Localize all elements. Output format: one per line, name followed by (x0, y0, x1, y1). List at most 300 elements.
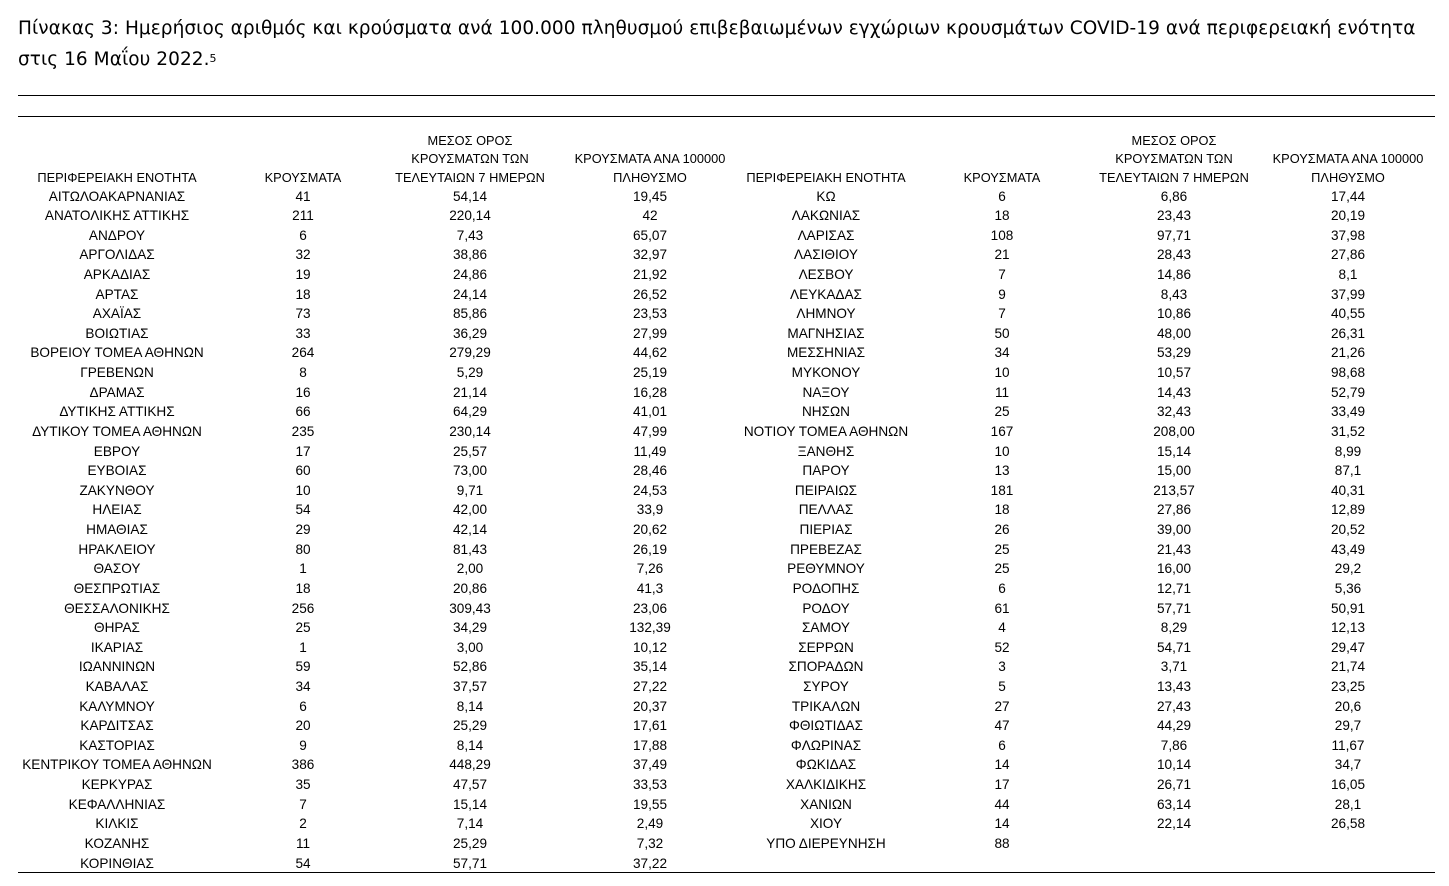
cell-avg-7day: 208,00 (1153, 423, 1195, 439)
cell-cases-per-100k: 20,62 (632, 522, 668, 538)
cell-cases-per-100k: 20,19 (1330, 208, 1366, 224)
cell-region-name: ΠΙΕΡΙΑΣ (799, 522, 853, 538)
cell-cases: 1 (299, 561, 307, 577)
cell-cases: 7 (998, 266, 1006, 282)
column-header-cases (947, 127, 1057, 187)
cell-avg-7day: 2,00 (456, 561, 484, 577)
cell-cases: 2 (299, 816, 307, 832)
cell-avg-7day: 15,14 (452, 796, 488, 812)
cell-cases: 6 (998, 188, 1006, 204)
cell-avg-7day: 448,29 (449, 757, 491, 773)
cell-region-name: ΑΧΑΪΑΣ (92, 306, 142, 322)
cell-region-name: ΗΜΑΘΙΑΣ (86, 522, 148, 538)
cell-cases: 18 (295, 580, 311, 596)
cell-region-name: ΚΑΛΥΜΝΟΥ (79, 698, 155, 714)
column-header-region-name (0, 127, 237, 187)
cell-region-name: ΑΝΑΤΟΛΙΚΗΣ ΑΤΤΙΚΗΣ (44, 208, 190, 224)
cell-cases: 211 (292, 208, 314, 224)
column-header-line: ΚΡΟΥΣΜΑΤΑ ΑΝΑ 100000 (574, 151, 726, 166)
cell-cases: 34 (295, 679, 311, 694)
cell-cases: 19 (295, 266, 311, 282)
cell-region-name: ΚΑΒΑΛΑΣ (85, 679, 149, 694)
cell-cases-per-100k: 34,7 (1334, 757, 1362, 773)
cell-region-name: ΜΕΣΣΗΝΙΑΣ (786, 345, 866, 361)
cell-cases: 41 (295, 188, 311, 204)
cell-cases: 17 (994, 777, 1010, 793)
cell-region-name: ΚΕΦΑΛΛΗΝΙΑΣ (68, 796, 166, 812)
cell-cases-per-100k: 35,14 (632, 659, 668, 675)
cell-cases-per-100k: 8,1 (1338, 266, 1358, 282)
cell-region-name: ΣΕΡΡΩΝ (798, 639, 854, 655)
cell-cases-per-100k: 29,7 (1334, 718, 1362, 734)
cell-avg-7day: 213,57 (1153, 482, 1195, 498)
cell-avg-7day: 54,71 (1156, 639, 1192, 655)
cell-avg-7day: 5,29 (456, 365, 484, 381)
cell-region-name: ΡΕΘΥΜΝΟΥ (787, 561, 865, 577)
cell-avg-7day: 10,57 (1156, 365, 1192, 381)
cell-cases: 16 (295, 384, 311, 400)
cell-cases: 33 (295, 325, 311, 341)
cell-region-name: ΝΑΞΟΥ (802, 384, 850, 400)
cell-region-name: ΦΩΚΙΔΑΣ (795, 757, 857, 773)
cell-cases: 44 (994, 796, 1010, 812)
cell-cases-per-100k: 33,49 (1330, 404, 1366, 420)
cell-cases: 6 (299, 227, 307, 243)
cell-region-name: ΗΡΑΚΛΕΙΟΥ (78, 541, 156, 557)
cell-avg-7day: 22,14 (1156, 816, 1192, 832)
cell-cases: 61 (994, 600, 1010, 616)
cell-cases-per-100k: 65,07 (632, 227, 668, 243)
cell-cases-per-100k: 19,45 (632, 188, 668, 204)
cell-cases: 50 (994, 325, 1010, 341)
cell-cases: 18 (295, 286, 311, 302)
column-header-line: ΚΡΟΥΣΜΑΤΑ ΑΝΑ 100000 (1272, 151, 1424, 166)
column-header-line: ΚΡΟΥΣΜΑΤΩΝ ΤΩΝ (1115, 151, 1233, 166)
cell-avg-7day: 27,43 (1156, 698, 1192, 714)
cell-region-name: ΕΒΡΟΥ (93, 443, 141, 459)
cell-cases-per-100k: 33,9 (636, 502, 664, 518)
cell-cases-per-100k: 19,55 (632, 796, 668, 812)
cell-region-name: ΡΟΔΟΥ (802, 600, 850, 616)
cell-avg-7day: 85,86 (452, 306, 488, 322)
cell-region-name: ΚΩ (816, 188, 836, 204)
cell-region-name: ΧΑΝΙΩΝ (800, 796, 852, 812)
cell-region-name: ΛΑΚΩΝΙΑΣ (791, 208, 861, 224)
cell-cases: 6 (299, 698, 307, 714)
cell-cases: 20 (295, 718, 311, 734)
cell-cases-per-100k: 26,52 (632, 286, 668, 302)
cell-avg-7day: 42,14 (452, 522, 488, 538)
cell-region-name: ΕΥΒΟΙΑΣ (87, 463, 147, 479)
cell-avg-7day: 54,14 (452, 188, 488, 204)
cell-region-name: ΣΑΜΟΥ (802, 620, 850, 636)
cell-avg-7day: 309,43 (449, 600, 491, 616)
cell-cases-per-100k: 7,26 (636, 561, 664, 577)
cell-cases-per-100k: 24,53 (632, 482, 668, 498)
cell-cases: 52 (994, 639, 1010, 655)
column-header-line: ΠΕΡΙΦΕΡΕΙΑΚΗ ΕΝΟΤΗΤΑ (746, 169, 906, 185)
cell-cases: 25 (295, 620, 311, 636)
cell-region-name: ΡΟΔΟΠΗΣ (792, 580, 860, 596)
column-header-line: ΜΕΣΟΣ ΟΡΟΣ (427, 132, 513, 148)
cell-cases: 14 (994, 816, 1010, 832)
cell-cases-per-100k: 33,53 (632, 777, 668, 793)
cell-avg-7day: 63,14 (1156, 796, 1192, 812)
cell-cases-per-100k: 21,26 (1330, 345, 1366, 361)
cell-avg-7day: 25,29 (452, 718, 488, 734)
cell-region-name: ΛΕΥΚΑΔΑΣ (790, 286, 862, 302)
cell-avg-7day: 13,43 (1156, 679, 1192, 694)
cell-cases: 34 (994, 345, 1010, 361)
column-header-line: ΚΡΟΥΣΜΑΤΑ (963, 169, 1041, 185)
cell-cases: 181 (990, 482, 1014, 498)
cell-cases-per-100k: 8,99 (1334, 443, 1362, 459)
cell-cases-per-100k: 20,6 (1334, 698, 1362, 714)
cell-region-name: ΔΡΑΜΑΣ (89, 384, 145, 400)
cell-cases: 10 (295, 482, 311, 498)
cell-avg-7day: 64,29 (452, 404, 488, 420)
cell-cases-per-100k: 7,32 (636, 835, 664, 851)
cell-avg-7day: 20,86 (452, 580, 488, 596)
cell-avg-7day: 37,57 (452, 679, 488, 694)
cell-avg-7day: 10,86 (1156, 306, 1192, 322)
cell-avg-7day: 14,86 (1156, 266, 1192, 282)
cell-region-name: ΧΙΟΥ (809, 816, 843, 832)
cell-avg-7day: 28,43 (1156, 247, 1192, 263)
cell-cases-per-100k: 50,91 (1330, 600, 1366, 616)
cell-region-name: ΔΥΤΙΚΟΥ ΤΟΜΕΑ ΑΘΗΝΩΝ (32, 423, 202, 439)
cell-avg-7day: 27,86 (1156, 502, 1192, 518)
cell-cases-per-100k: 52,79 (1330, 384, 1366, 400)
cell-region-name: ΘΕΣΣΑΛΟΝΙΚΗΣ (64, 600, 170, 616)
column-header-line: ΠΛΗΘΥΣΜΟ (613, 169, 687, 185)
cell-cases: 54 (295, 502, 311, 518)
cell-cases-per-100k: 29,2 (1334, 561, 1362, 577)
cell-avg-7day: 8,29 (1160, 620, 1188, 636)
cell-cases-per-100k: 16,05 (1330, 777, 1366, 793)
cell-cases: 59 (295, 659, 311, 675)
cell-avg-7day: 23,43 (1156, 208, 1192, 224)
cell-cases: 10 (994, 365, 1010, 381)
column-header-line: ΠΛΗΘΥΣΜΟ (1311, 169, 1385, 185)
cell-cases-per-100k: 37,99 (1330, 286, 1366, 302)
cell-cases: 5 (998, 679, 1006, 694)
cell-region-name: ΤΡΙΚΑΛΩΝ (791, 698, 861, 714)
cell-avg-7day: 24,14 (452, 286, 488, 302)
cell-avg-7day: 21,43 (1156, 541, 1192, 557)
cell-avg-7day: 279,29 (449, 345, 491, 361)
cell-cases-per-100k: 23,53 (632, 306, 668, 322)
cell-cases-per-100k: 10,12 (632, 639, 668, 655)
cell-cases-per-100k: 27,86 (1330, 247, 1366, 263)
cell-cases-per-100k: 17,88 (632, 737, 668, 753)
column-header-avg-7day (1079, 127, 1269, 187)
cell-avg-7day: 3,71 (1160, 659, 1188, 675)
cell-cases: 29 (295, 522, 311, 538)
cell-avg-7day: 6,86 (1160, 188, 1188, 204)
cell-region-name: ΘΑΣΟΥ (93, 561, 141, 577)
cell-region-name: ΜΑΓΝΗΣΙΑΣ (787, 325, 865, 341)
cell-cases: 108 (990, 227, 1014, 243)
cell-avg-7day: 8,14 (456, 698, 484, 714)
cell-cases: 9 (998, 286, 1006, 302)
cell-cases: 11 (295, 835, 311, 851)
cell-cases: 14 (994, 757, 1010, 773)
cell-cases-per-100k: 11,49 (633, 443, 667, 459)
cell-region-name: ΛΕΣΒΟΥ (798, 266, 854, 282)
cell-cases: 47 (994, 718, 1010, 734)
cell-region-name: ΚΙΛΚΙΣ (95, 816, 139, 832)
cell-avg-7day: 57,71 (452, 855, 488, 871)
cell-avg-7day: 25,57 (452, 443, 488, 459)
cell-cases: 7 (998, 306, 1006, 322)
header-top-rule (18, 116, 1435, 117)
column-header-cases (248, 127, 358, 187)
cell-avg-7day: 36,29 (452, 325, 488, 341)
cell-cases: 35 (295, 777, 311, 793)
cell-cases-per-100k: 132,39 (629, 620, 671, 636)
cell-cases: 256 (291, 600, 315, 616)
cell-region-name: ΒΟΙΩΤΙΑΣ (85, 325, 149, 341)
cell-cases: 26 (994, 522, 1010, 538)
cell-cases: 73 (295, 306, 311, 322)
top-rule (18, 95, 1435, 96)
cell-cases-per-100k: 21,74 (1330, 659, 1366, 675)
cell-cases: 88 (994, 835, 1010, 851)
cell-cases: 32 (295, 247, 311, 263)
cell-avg-7day: 21,14 (452, 384, 488, 400)
cell-cases: 386 (291, 757, 315, 773)
cell-cases-per-100k: 32,97 (632, 247, 668, 263)
cell-cases: 3 (998, 659, 1006, 675)
cell-region-name: ΠΕΙΡΑΙΩΣ (794, 482, 858, 498)
cell-avg-7day: 47,57 (452, 777, 488, 793)
cell-avg-7day: 48,00 (1156, 325, 1192, 341)
cell-region-name: ΘΕΣΠΡΩΤΙΑΣ (73, 580, 161, 596)
column-header-line: ΚΡΟΥΣΜΑΤΑ (264, 169, 342, 185)
cell-cases: 25 (994, 541, 1010, 557)
cell-region-name: ΙΚΑΡΙΑΣ (90, 639, 144, 655)
cell-cases-per-100k: 5,36 (1334, 580, 1362, 596)
cell-region-name: ΠΕΛΛΑΣ (798, 502, 854, 518)
cell-cases: 7 (299, 796, 307, 812)
caption-text: Πίνακας 3: Ημερήσιος αριθμός και κρούσματα ανά 100.000 πληθυσμού επιβεβαιωμένων εγχώριων κρουσμάτων COVID-19 ανά περιφερειακή ενότητα στις 16 Μαΐου 2022. (18, 18, 1416, 70)
cell-cases: 21 (994, 247, 1010, 263)
column-header-line: ΠΕΡΙΦΕΡΕΙΑΚΗ ΕΝΟΤΗΤΑ (37, 169, 197, 185)
cell-avg-7day: 7,43 (456, 227, 484, 243)
cell-cases-per-100k: 98,68 (1330, 365, 1366, 381)
cell-region-name: ΚΕΡΚΥΡΑΣ (81, 777, 153, 793)
cell-cases-per-100k: 27,99 (632, 325, 668, 341)
cell-cases-per-100k: 47,99 (632, 423, 668, 439)
cell-avg-7day: 42,00 (452, 502, 488, 518)
cell-avg-7day: 32,43 (1156, 404, 1192, 420)
cell-region-name: ΒΟΡΕΙΟΥ ΤΟΜΕΑ ΑΘΗΝΩΝ (30, 345, 204, 361)
cell-cases-per-100k: 41,01 (632, 404, 668, 420)
column-header-region-name (706, 127, 946, 187)
cell-avg-7day: 8,14 (456, 737, 484, 753)
cell-avg-7day: 3,00 (456, 639, 484, 655)
cell-cases: 11 (994, 384, 1010, 400)
cell-avg-7day: 97,71 (1156, 227, 1192, 243)
cell-avg-7day: 44,29 (1156, 718, 1192, 734)
cell-cases: 167 (990, 423, 1014, 439)
cell-cases-per-100k: 37,98 (1330, 227, 1366, 243)
cell-avg-7day: 81,43 (452, 541, 488, 557)
cell-cases-per-100k: 17,61 (632, 718, 668, 734)
cell-cases-per-100k: 25,19 (632, 365, 668, 381)
cell-cases-per-100k: 40,55 (1330, 306, 1366, 322)
cell-cases: 17 (295, 443, 311, 459)
cell-avg-7day: 57,71 (1156, 600, 1192, 616)
cell-cases: 8 (299, 365, 307, 381)
cell-avg-7day: 7,86 (1160, 737, 1188, 753)
cell-cases: 60 (295, 463, 311, 479)
footnote-marker: 5 (209, 52, 217, 65)
column-header-cases-per-100k (1253, 127, 1443, 187)
cell-region-name: ΑΝΔΡΟΥ (88, 227, 146, 243)
column-header-line: ΚΡΟΥΣΜΑΤΩΝ ΤΩΝ (411, 151, 529, 166)
cell-avg-7day: 230,14 (449, 423, 491, 439)
cell-region-name: ΠΑΡΟΥ (802, 463, 850, 479)
cell-cases: 27 (994, 698, 1010, 714)
cell-avg-7day: 220,14 (449, 208, 491, 224)
cell-region-name: ΓΡΕΒΕΝΩΝ (80, 365, 154, 381)
cell-cases-per-100k: 26,58 (1330, 816, 1366, 832)
cell-cases-per-100k: 23,25 (1330, 679, 1366, 694)
cell-cases-per-100k: 43,49 (1330, 541, 1366, 557)
cell-region-name: ΦΛΩΡΙΝΑΣ (790, 737, 862, 753)
table-caption (18, 13, 1438, 77)
cell-cases: 25 (994, 561, 1010, 577)
cell-cases-per-100k: 41,3 (636, 580, 664, 596)
cell-region-name: ΖΑΚΥΝΘΟΥ (79, 482, 155, 498)
cell-avg-7day: 15,00 (1156, 463, 1192, 479)
cell-cases: 13 (994, 463, 1010, 479)
cell-region-name: ΛΑΣΙΘΙΟΥ (794, 247, 858, 263)
cell-region-name: ΠΡΕΒΕΖΑΣ (790, 541, 862, 557)
cell-region-name: ΝΟΤΙΟΥ ΤΟΜΕΑ ΑΘΗΝΩΝ (743, 423, 909, 439)
cell-region-name: ΑΡΤΑΣ (95, 286, 139, 302)
cell-region-name: ΜΥΚΟΝΟΥ (791, 365, 861, 381)
cell-region-name: ΛΑΡΙΣΑΣ (797, 227, 855, 243)
cell-avg-7day: 34,29 (452, 620, 488, 636)
cell-cases-per-100k: 23,06 (632, 600, 668, 616)
cell-cases: 18 (994, 208, 1010, 224)
cell-cases-per-100k: 26,31 (1330, 325, 1366, 341)
cell-avg-7day: 16,00 (1156, 561, 1192, 577)
cell-region-name: ΑΡΓΟΛΙΔΑΣ (79, 247, 155, 263)
cell-region-name: ΣΥΡΟΥ (803, 679, 849, 694)
column-header-line: ΜΕΣΟΣ ΟΡΟΣ (1131, 132, 1217, 148)
cell-avg-7day: 10,14 (1156, 757, 1192, 773)
cell-region-name: ΚΟΡΙΝΘΙΑΣ (80, 855, 154, 871)
cell-avg-7day: 26,71 (1156, 777, 1192, 793)
cell-cases: 1 (299, 639, 307, 655)
column-header-avg-7day (375, 127, 565, 187)
cell-region-name: ΙΩΑΝΝΙΝΩΝ (78, 659, 156, 675)
cell-region-name: ΚΑΡΔΙΤΣΑΣ (80, 718, 154, 734)
cell-avg-7day: 8,43 (1160, 286, 1188, 302)
cell-cases: 80 (295, 541, 311, 557)
cell-cases-per-100k: 37,49 (632, 757, 668, 773)
cell-cases-per-100k: 16,28 (632, 384, 668, 400)
cell-cases: 6 (998, 737, 1006, 753)
cell-cases-per-100k: 20,37 (632, 698, 668, 714)
cell-region-name: ΘΗΡΑΣ (94, 620, 140, 636)
cell-cases-per-100k: 44,62 (632, 345, 668, 361)
cell-region-name: ΦΘΙΩΤΙΔΑΣ (789, 718, 863, 734)
cell-region-name: ΥΠΟ ΔΙΕΡΕΥΝΗΣΗ (766, 835, 886, 851)
cell-region-name: ΧΑΛΚΙΔΙΚΗΣ (785, 777, 867, 793)
cell-cases: 10 (994, 443, 1010, 459)
cell-cases-per-100k: 28,1 (1334, 796, 1362, 812)
cell-cases-per-100k: 20,52 (1330, 522, 1366, 538)
cell-avg-7day: 38,86 (452, 247, 488, 263)
cell-region-name: ΣΠΟΡΑΔΩΝ (788, 659, 864, 675)
cell-region-name: ΔΥΤΙΚΗΣ ΑΤΤΙΚΗΣ (59, 404, 175, 420)
cell-region-name: ΚΟΖΑΝΗΣ (84, 835, 150, 851)
cell-region-name: ΚΑΣΤΟΡΙΑΣ (79, 737, 155, 753)
cell-avg-7day: 7,14 (456, 816, 484, 832)
cell-cases: 4 (998, 620, 1006, 636)
cell-cases-per-100k: 27,22 (632, 679, 668, 694)
cell-cases-per-100k: 31,52 (1330, 423, 1366, 439)
cell-cases-per-100k: 26,19 (632, 541, 668, 557)
cell-cases-per-100k: 42 (642, 208, 658, 224)
cell-region-name: ΑΡΚΑΔΙΑΣ (83, 266, 151, 282)
cell-avg-7day: 53,29 (1156, 345, 1192, 361)
cell-cases-per-100k: 37,22 (632, 855, 668, 871)
cell-region-name: ΞΑΝΘΗΣ (797, 443, 855, 459)
cell-avg-7day: 39,00 (1156, 522, 1192, 538)
cell-region-name: ΚΕΝΤΡΙΚΟΥ ΤΟΜΕΑ ΑΘΗΝΩΝ (22, 757, 212, 773)
cell-region-name: ΛΗΜΝΟΥ (796, 306, 856, 322)
cell-avg-7day: 24,86 (452, 266, 488, 282)
cell-cases: 264 (291, 345, 315, 361)
cell-region-name: ΝΗΣΩΝ (801, 404, 851, 420)
cell-region-name: ΑΙΤΩΛΟΑΚΑΡΝΑΝΙΑΣ (48, 188, 186, 204)
cell-cases-per-100k: 11,67 (1331, 737, 1365, 753)
cell-cases: 54 (295, 855, 311, 871)
cell-avg-7day: 9,71 (456, 482, 484, 498)
cell-cases: 6 (998, 580, 1006, 596)
cell-cases: 25 (994, 404, 1010, 420)
cell-avg-7day: 25,29 (452, 835, 488, 851)
cell-cases-per-100k: 2,49 (636, 816, 664, 832)
cell-cases-per-100k: 87,1 (1334, 463, 1362, 479)
cell-cases: 18 (994, 502, 1010, 518)
cell-region-name: ΗΛΕΙΑΣ (92, 502, 142, 518)
cell-cases-per-100k: 28,46 (632, 463, 668, 479)
cell-avg-7day: 52,86 (452, 659, 488, 675)
cell-cases-per-100k: 12,89 (1330, 502, 1366, 518)
cell-avg-7day: 15,14 (1156, 443, 1192, 459)
cell-cases: 235 (291, 423, 315, 439)
column-header-line: ΤΕΛΕΥΤΑΙΩΝ 7 ΗΜΕΡΩΝ (1099, 169, 1249, 185)
cell-cases-per-100k: 40,31 (1330, 482, 1366, 498)
cell-cases: 66 (295, 404, 311, 420)
cell-cases-per-100k: 17,44 (1330, 188, 1366, 204)
cell-avg-7day: 73,00 (452, 463, 488, 479)
column-header-line: ΤΕΛΕΥΤΑΙΩΝ 7 ΗΜΕΡΩΝ (395, 169, 545, 185)
cell-cases-per-100k: 21,92 (632, 266, 668, 282)
cell-cases-per-100k: 12,13 (1330, 620, 1366, 636)
cell-avg-7day: 12,71 (1156, 580, 1192, 596)
cell-cases: 9 (299, 737, 307, 753)
cell-avg-7day: 14,43 (1156, 384, 1192, 400)
cell-cases-per-100k: 29,47 (1330, 639, 1366, 655)
